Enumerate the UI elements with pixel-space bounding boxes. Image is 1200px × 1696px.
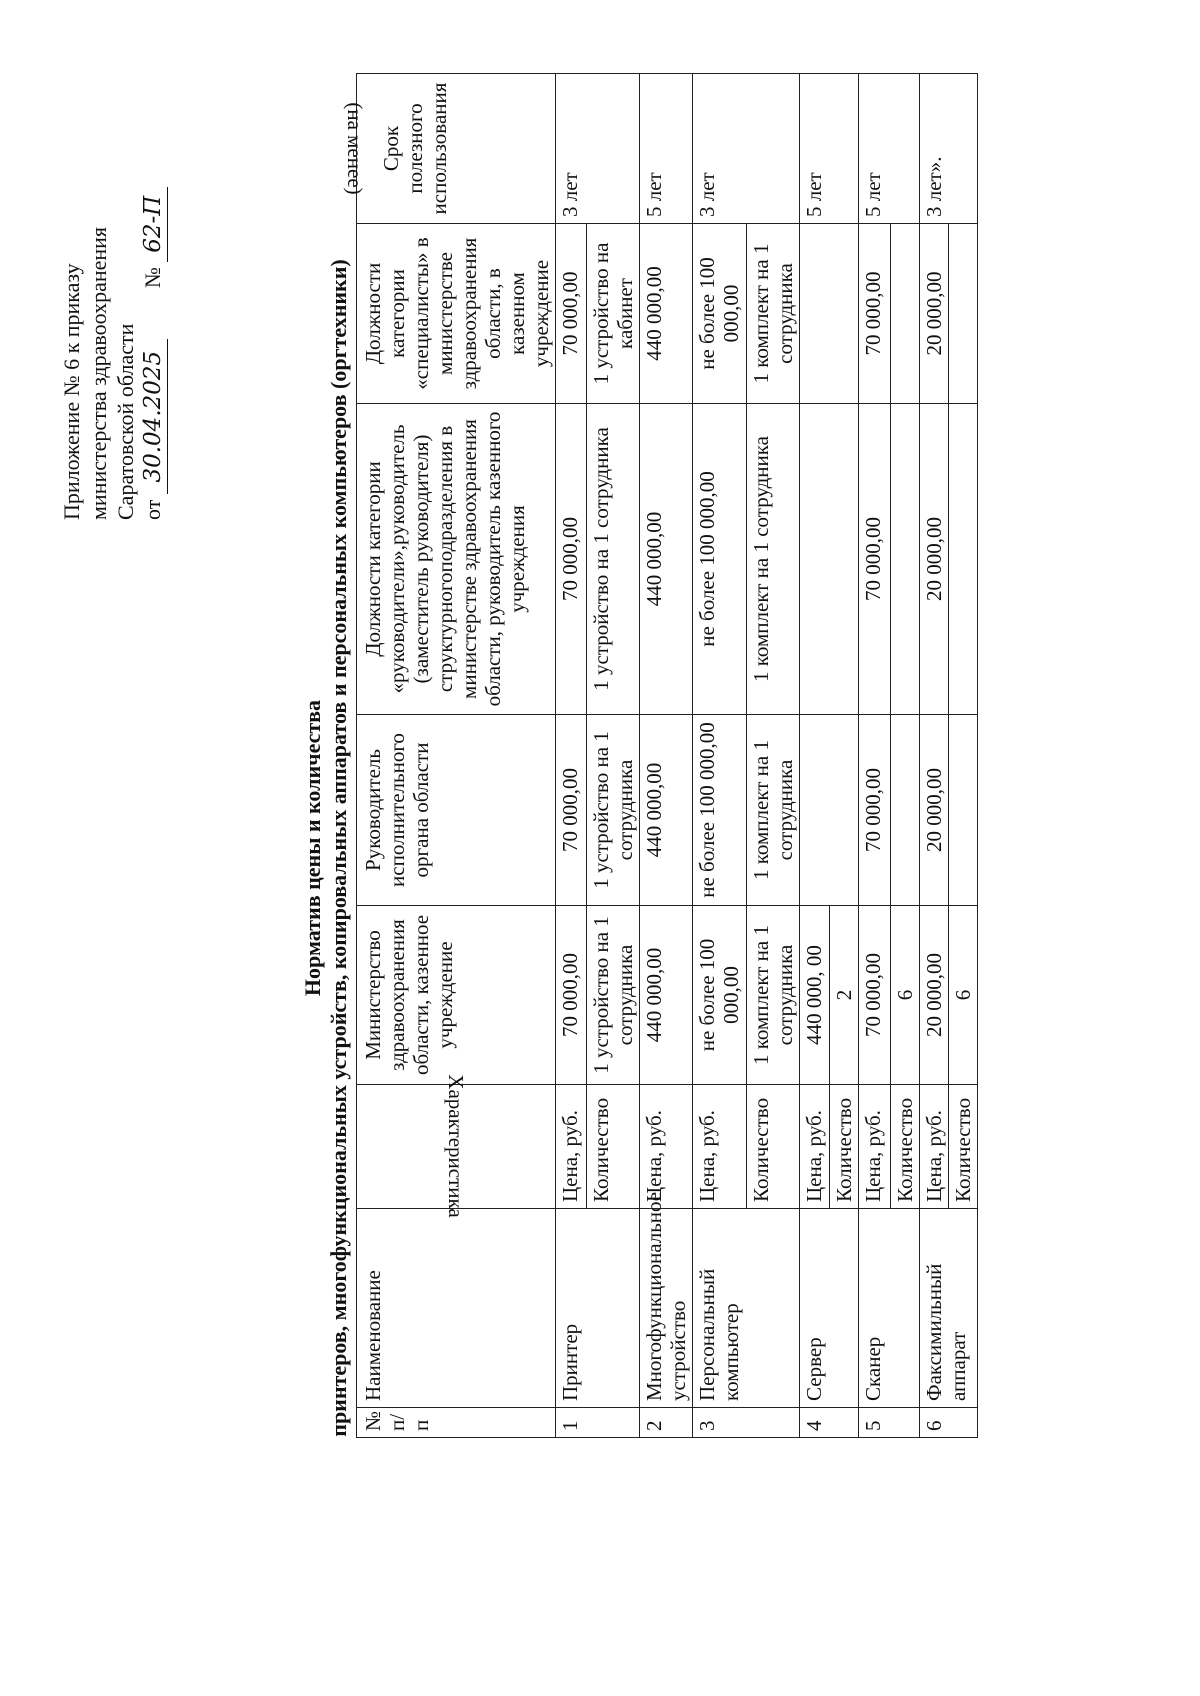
table-header-row [357,74,556,1438]
row-num: 1 [556,1408,640,1438]
empty-cell [830,224,859,404]
table-row [693,74,747,1438]
qty-ministry: 2 [830,906,859,1085]
row-num: 3 [693,1408,800,1438]
qty-ministry: 6 [949,906,978,1085]
price-label: Цена, руб. [693,1085,747,1209]
price-ministry: 440 000, 00 [800,906,830,1085]
row-name: Персональный компьютер [693,1209,800,1408]
price-specialists: не более 100 000,00 [693,224,747,404]
empty-cell [949,224,978,404]
empty-cell [800,404,830,715]
norms-table [343,73,978,1438]
row-num: 2 [640,1408,693,1438]
row-num: 6 [920,1408,978,1438]
header-name: Наименование [357,1209,556,1408]
table-row [800,74,830,1438]
empty-cell [891,224,920,404]
price-ministry: 70 000,00 [556,906,587,1085]
qty-ministry: 1 комплект на 1 сотрудника [747,906,800,1085]
date-prefix: от [140,499,165,520]
empty-cell [891,404,920,715]
empty-cell [891,715,920,906]
empty-cell [830,715,859,906]
qty-label: Количество [891,1085,920,1209]
price-managers: 20 000,00 [920,404,949,715]
header-specialists: Должности категории «специалисты» в министерстве здравоохранения области, в казенном учреждение [357,224,556,404]
price-label: Цена, руб. [640,1085,693,1209]
useful-life: 5 лет [640,74,693,224]
price-executive-head: не более 100 000,00 [693,715,747,906]
header-useful-life: (на менее) Срок полезного использования [357,74,556,224]
useful-life: 5 лет [859,74,920,224]
appendix-block [58,80,168,520]
useful-life: 3 лет». [920,74,978,224]
number-prefix: № [140,267,165,289]
qty-label: Количество [747,1085,800,1209]
price-specialists: 70 000,00 [556,224,587,404]
appendix-line-1: Приложение № 6 к приказу [59,263,84,520]
qty-ministry: 1 устройство на 1 сотрудника [587,906,640,1085]
appendix-line-3: Саратовской области [113,323,138,520]
empty-cell [830,404,859,715]
empty-cell [949,404,978,715]
appendix-line-2: министерства здравоохранения [86,226,111,520]
qty-specialists: 1 комплект на 1 сотрудника [747,224,800,404]
price-specialists: 70 000,00 [859,224,891,404]
price-label: Цена, руб. [556,1085,587,1209]
header-characteristic: Характеристика [357,1085,556,1209]
header-ministry: Министерство здравоохранения области, казенное учреждение [357,906,556,1085]
table-row [640,74,693,1438]
price-managers: 440 000,00 [640,404,693,715]
document-subtitle: принтеров, многофункциональных устройств, копировальных аппаратов и персональных компьютеров (оргтехники) [326,259,351,1437]
price-ministry: 440 000,00 [640,906,693,1085]
qty-specialists: 1 устройство на кабинет [587,224,640,404]
price-managers: 70 000,00 [859,404,891,715]
qty-executive-head: 1 устройство на 1 сотрудника [587,715,640,906]
price-executive-head: 70 000,00 [859,715,891,906]
empty-cell [800,224,830,404]
handwritten-date: 30.04.2025 [139,339,168,494]
qty-ministry: 6 [891,906,920,1085]
handwritten-number: 62-П [139,187,168,262]
header-executive-head: Руководитель исполнительного органа области [357,715,556,906]
row-name: Принтер [556,1209,640,1408]
row-name: Сервер [800,1209,859,1408]
price-executive-head: 70 000,00 [556,715,587,906]
price-specialists: 440 000,00 [640,224,693,404]
useful-life: 5 лет [800,74,859,224]
row-num: 4 [800,1408,859,1438]
row-num: 5 [859,1408,920,1438]
qty-label: Количество [587,1085,640,1209]
document-title: Норматив цены и количества [300,699,325,997]
appendix-date-line [139,80,168,520]
price-label: Цена, руб. [920,1085,949,1209]
price-ministry: не более 100 000,00 [693,906,747,1085]
price-label: Цена, руб. [800,1085,830,1209]
table-row [556,74,587,1438]
qty-managers: 1 комплект на 1 сотрудника [747,404,800,715]
price-ministry: 20 000,00 [920,906,949,1085]
row-name: Факсимильный аппарат [920,1209,978,1408]
header-num: № п/п [357,1408,556,1438]
empty-cell [800,715,830,906]
useful-life: 3 лет [556,74,640,224]
useful-life: 3 лет [693,74,800,224]
table-row [859,74,891,1438]
qty-executive-head: 1 комплект на 1 сотрудника [747,715,800,906]
qty-label: Количество [830,1085,859,1209]
price-managers: 70 000,00 [556,404,587,715]
price-label: Цена, руб. [859,1085,891,1209]
row-name: Сканер [859,1209,920,1408]
price-specialists: 20 000,00 [920,224,949,404]
price-ministry: 70 000,00 [859,906,891,1085]
table-row [920,74,949,1438]
row-name: Многофункциональное устройство [640,1209,693,1408]
empty-cell [949,715,978,906]
qty-managers: 1 устройство на 1 сотрудника [587,404,640,715]
header-managers: Должности категории «руководители»,руководитель (заместитель руководителя) структурногоподразделения в министерстве здравоохранения области, руководитель казенного учреждения [357,404,556,715]
price-managers: не более 100 000,00 [693,404,747,715]
qty-label: Количество [949,1085,978,1209]
price-executive-head: 20 000,00 [920,715,949,906]
price-executive-head: 440 000,00 [640,715,693,906]
